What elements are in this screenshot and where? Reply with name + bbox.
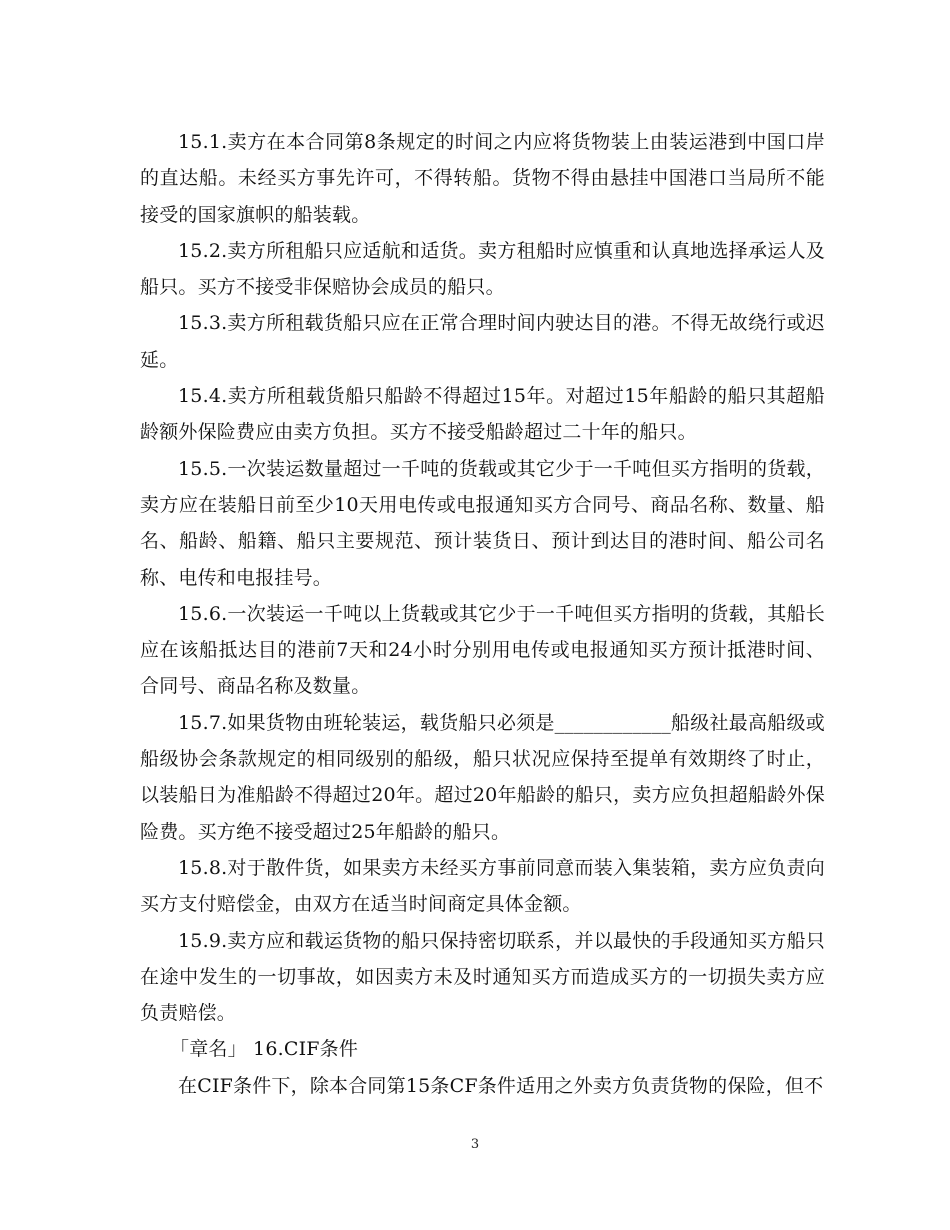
page-number: 3: [470, 1137, 480, 1152]
clause-15-4: 15.4.卖方所租载货船只船龄不得超过15年。对超过15年船龄的船只其超船龄额外保险费应由卖方负担。买方不接受船龄超过二十年的船只。: [140, 385, 825, 444]
clause-15-6: 15.6.一次装运一千吨以上货载或其它少于一千吨但买方指明的货载，其船长应在该船抵达目的港前7天和24小时分别用电传或电报通知买方预计抵港时间、合同号、商品名称及数量。: [140, 602, 825, 698]
chapter-heading-16: 「章名」 16.CIF条件: [170, 1038, 359, 1061]
clause-15-7: 15.7.如果货物由班轮装运，载货船只必须是____________船级社最高船级或船级协会条款规定的相同级别的船级，船只状况应保持至提单有效期终了时止，以装船日为准船龄不得超过20年。超过20年船龄的船只，卖方应负担超船龄外保险费。买方绝不接受超过25年船龄的船只。: [140, 711, 825, 843]
clause-15-1: 15.1.卖方在本合同第8条规定的时间之内应将货物装上由装运港到中国口岸的直达船。未经买方事先许可，不得转船。货物不得由悬挂中国港口当局所不能接受的国家旗帜的船装载。: [140, 131, 825, 226]
clause-15-9: 15.9.卖方应和载运货物的船只保持密切联系，并以最快的手段通知买方船只在途中发生的一切事故，如因卖方未及时通知买方而造成买方的一切损失卖方应负责赔偿。: [140, 929, 825, 1025]
clause-16-intro: 在CIF条件下，除本合同第15条CF条件适用之外卖方负责货物的保险，但不: [178, 1074, 824, 1097]
document-body: [140, 124, 825, 1104]
clause-15-5: 15.5.一次装运数量超过一千吨的货载或其它少于一千吨但买方指明的货载，卖方应在装船日前至少10天用电传或电报通知买方合同号、商品名称、数量、船名、船龄、船籍、船只主要规范、预计装货日、预计到达目的港时间、船公司名称、电传和电报挂号。: [140, 457, 825, 589]
clause-15-8: 15.8.对于散件货，如果卖方未经买方事前同意而装入集装箱，卖方应负责向买方支付赔偿金，由双方在适当时间商定具体金额。: [140, 856, 825, 916]
clause-15-2: 15.2.卖方所租船只应适航和适货。卖方租船时应慎重和认真地选择承运人及船只。买方不接受非保赔协会成员的船只。: [140, 239, 825, 299]
clause-15-3: 15.3.卖方所租载货船只应在正常合理时间内驶达目的港。不得无故绕行或迟延。: [140, 312, 825, 371]
